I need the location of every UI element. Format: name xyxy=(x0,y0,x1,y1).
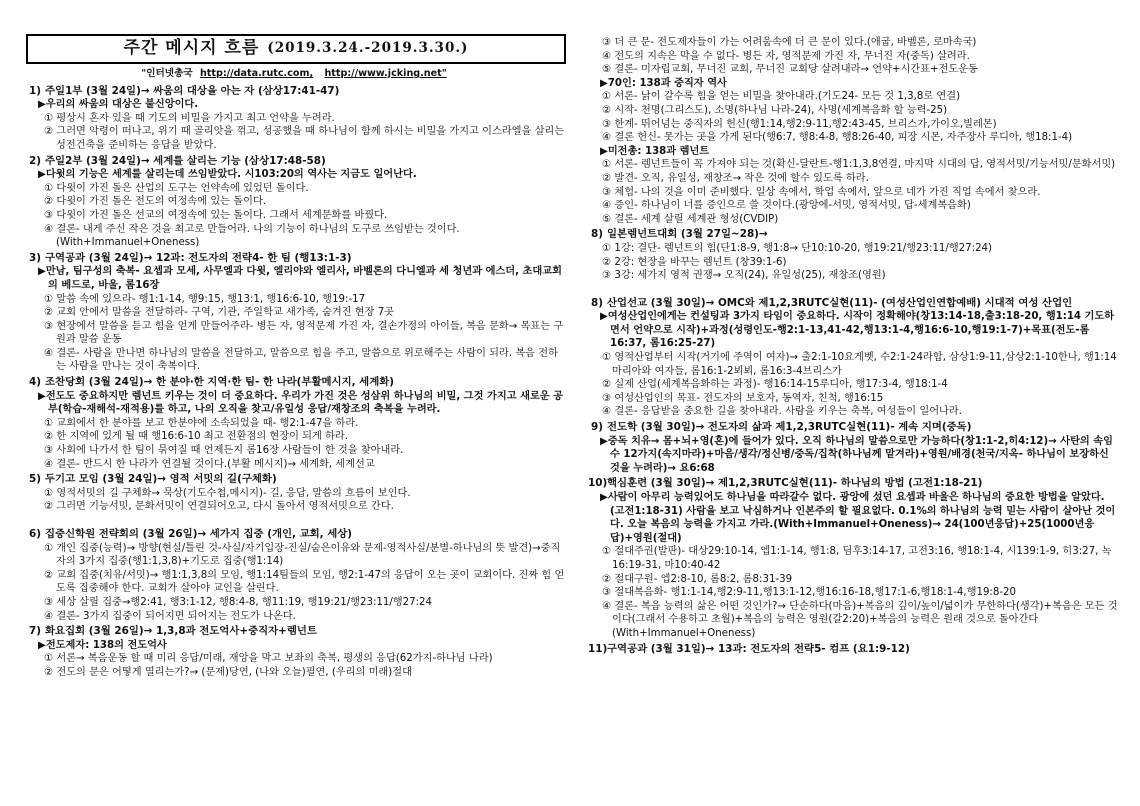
list-item: ③ 체험- 나의 것을 이미 준비했다. 일상 속에서, 학업 속에서, 앞으로 네가 가진 직업 속에서 찾으라. xyxy=(602,186,1041,198)
message-section xyxy=(588,477,1118,640)
sub-heading-line: ▶여성산업인에게는 컨설팅과 3가지 타임이 중요하다. 시작이 정확해야(창13:14-18,출3:18-20, 행1:14 기도하면서 언약으로 시작)+과정(성령인도-행2:1-13,41-42,행13:1-4,행16:6-10,행19:1-7)+목표(전도-롬16:37, 롬16:25-27) xyxy=(600,311,1115,350)
list-item: ③ 사회에 나가서 한 팀이 묶여질 때 언제든지 롬16장 사람들이 한 것을 찾아내라. xyxy=(44,445,404,457)
sub-heading-line: ▶전도도 중요하지만 렘넌트 키우는 것이 더 중요하다. 우리가 가진 것은 성삼위 하나님의 비밀, 그것 가지고 새로운 공부(학습-재해석-재적용)를 하고, 나의 오직을 찾고/유일성 응답/재창조의 축복을 누려라. xyxy=(38,390,564,416)
list-item: ① 절대주권(발판)- 대상29:10-14, 엡1:1-14, 행1:8, 딤후3:14-17, 고전3:16, 행18:1-4, 시139:1-9, 히3:27, 녹16:19-31, 마10:40-42 xyxy=(602,546,1112,571)
section-title: 집중신학원 전략회의 (3월 26일)→ 세가지 집중 (개인, 교회, 세상) xyxy=(45,528,353,540)
list-item: ③ 여성산업인의 목표- 전도자의 보호자, 동역자, 친척, 행16:15 xyxy=(602,392,884,404)
list-item: ② 그러면 기능서밋, 문화서밋이 연결되어오고, 다시 돌아서 영적서밋으로 간다. xyxy=(44,501,394,513)
sub-heading-line: ▶다윗의 기능은 세계를 살리는데 쓰임받았다. 시103:20의 역사는 지금도 일어난다. xyxy=(38,169,417,181)
section-spacer xyxy=(26,514,566,526)
section-title: 산업선교 (3월 30일)→ OMC와 제1,2,3RUTC실현(11)- (여성산업인연합예배) 시대적 여성 산업인 xyxy=(607,296,1073,309)
section-heading xyxy=(588,643,1118,657)
section-title: 일본렘넌트대회 (3월 27일~28)→ xyxy=(607,228,768,241)
list-item: ② 실제 산업(세계복음화하는 과정)- 행16:14-15루디아, 행17:3-4, 행18:1-4 xyxy=(602,379,948,391)
section-heading xyxy=(26,528,566,542)
right-sections xyxy=(588,36,1118,656)
section-number: 11) xyxy=(588,642,608,655)
list-item: ④ 결론- 응답받을 중요한 길을 찾아내라. 사람을 키우는 축복, 여성들이 일어나라. xyxy=(602,406,962,418)
message-section xyxy=(588,421,1118,475)
right-column xyxy=(588,0,1118,656)
section-number: 2) xyxy=(29,154,41,167)
section-heading xyxy=(26,85,566,99)
list-item: ② 한 지역에 있게 될 때 행16:6-10 최고 전환점의 현장이 되게 하라. xyxy=(44,431,349,443)
list-item: ① 개인 집중(능력)→ 방향(현실/틀린 것-사실/자기입장-진실/숨은이유와 문제-영적사실/분별-하나님의 뜻 발견)→중직자의 3가지 집중(행1:1,3,8)+기도로 집중(행1:14) xyxy=(44,542,561,568)
section-heading xyxy=(588,228,1118,242)
list-item: ② 그러면 악령이 떠나고, 위기 때 골리앗을 꺾고, 성공했을 때 하나님이 함께 하시는 비밀을 가지고 이스라엘을 살리는 성전건축을 준비하는 응답을 받았다. xyxy=(44,126,565,151)
page-title: 주간 메시지 흐름 xyxy=(123,38,260,59)
list-item: ② 다윗이 가진 돌은 전도의 여정속에 있는 돌이다. xyxy=(44,196,267,208)
list-item: ① 서론→ 복음운동 할 때 미리 응답/미래, 재앙을 막고 보좌의 축복, 평생의 응답(62가지-하나님 나라) xyxy=(44,653,493,665)
list-item: ② 교회 안에서 말씀을 전달하라- 구역, 기관, 주일학교 새가족, 숨겨진 현장 7곳 xyxy=(44,307,395,319)
list-item: ③ 세상 살릴 집중→행2:41, 행3:1-12, 행8:4-8, 행11:19, 행19:21/행23:11/행27:24 xyxy=(44,596,432,608)
list-item: ④ 결론- 내게 주신 작은 것을 최고로 만들어라. 나의 기능이 하나님의 도구로 쓰임받는 것이다.(With+Immanuel+Oneness) xyxy=(44,223,460,249)
section-number: 8) xyxy=(591,228,603,241)
section-heading xyxy=(26,625,566,639)
list-item: ② 2강: 현장을 바꾸는 렘넌트 (창39:1-6) xyxy=(602,256,787,268)
section-number: 1) xyxy=(29,84,41,97)
list-item: ② 발견- 오직, 유일성, 재창조→ 작은 것에 할수 있도록 하라. xyxy=(602,172,869,184)
list-item: ③ 현장에서 말씀을 듣고 힘을 얻게 만들어주라- 병든 자, 영적문제 가진 자, 결손가정의 아이들, 복음 문화→ 목표는 구원과 말씀 운동 xyxy=(44,320,564,346)
list-item: ③ 한계- 뛰어넘는 중직자의 헌신(행1:14,행2:9-11,행2:43-45, 브리스가,가이오,빌레몬) xyxy=(602,118,997,130)
section-number: 3) xyxy=(29,251,41,264)
message-section xyxy=(26,85,566,153)
section-number: 4) xyxy=(29,376,41,389)
list-item: ① 서론- 낡이 갈수록 힘을 얻는 비밀을 찾아내라.(기도24- 모든 것 1,3,8로 연결) xyxy=(602,91,961,103)
list-item: ① 말씀 속에 있으라- 행1:1-14, 행9:15, 행13:1, 행16:6-10, 행19:-17 xyxy=(44,293,366,305)
section-number: 9) xyxy=(591,421,603,434)
section-spacer xyxy=(588,283,1118,295)
list-item: ② 전도의 문은 어떻게 열리는가?→ (문제)당연, (나와 오늘)필연, (우리의 미래)절대 xyxy=(44,666,412,678)
section-title: 조찬당회 (3월 24일)→ 한 분야·한 지역·한 팀- 한 나라(부활메시지, 세계화) xyxy=(45,376,395,389)
list-item: ③ 3강: 세가지 영적 권쟁→ 오직(24), 유일성(25), 재창조(영원) xyxy=(602,270,886,282)
list-item: ⑤ 결론- 세계 살릴 세계관 형성(CVDIP) xyxy=(602,213,779,225)
left-sections xyxy=(26,85,566,680)
section-number: 10) xyxy=(588,477,608,490)
message-section xyxy=(588,36,1118,226)
section-heading xyxy=(588,421,1118,435)
sub-heading-line: ▶중독 치유→ 몸+뇌+영(혼)에 들어가 있다. 오직 하나님의 말씀으로만 가능하다(창1:1-2,히4:12)→ 사탄의 속임수 12가지(속지마라)+마음/생각/정신병/중독/집착(하나님께 맡겨라)+영원/배경(천국/지옥- 하나님이 보장하신 것을 누려라)→ 요6:68 xyxy=(600,435,1113,474)
section-heading xyxy=(26,252,566,266)
section-title: 주일1부 (3월 24일)→ 싸움의 대상을 아는 자 (삼상17:41-47) xyxy=(45,84,340,97)
source-link-jcking[interactable]: http://www.jcking.net" xyxy=(324,68,447,79)
left-column xyxy=(26,0,566,680)
message-section xyxy=(26,473,566,514)
list-item: ② 시작- 천명(그리스도), 소명(하나님 나라-24), 사명(세계복음화 할 능력-25) xyxy=(602,104,948,116)
list-item: ④ 결론 헌신- 못가는 곳을 가게 된다(행6:7, 행8:4-8, 행8:26-40, 피장 시몬, 자주장사 루디아, 행18:1-4) xyxy=(602,132,1073,144)
message-section xyxy=(588,228,1118,282)
list-item: ③ 절대복음화- 행1:1-14,행2:9-11,행13:1-12,행16:16-18,행17:1-6,행18:1-4,행19:8-20 xyxy=(602,587,1016,599)
list-item: ④ 전도의 지속은 막을 수 없다- 병든 자, 영적문제 가진 자, 무너진 자(중독) 살려라. xyxy=(602,50,970,62)
section-heading xyxy=(588,477,1118,491)
section-number: 8) xyxy=(591,296,603,309)
section-number: 7) xyxy=(29,625,41,638)
message-section xyxy=(588,643,1118,657)
source-label: "인터넷총국 xyxy=(141,68,193,79)
sub-heading-line: ▶미전총: 138과 렘넌트 xyxy=(600,145,710,157)
list-item: ① 서론- 렘넌트들이 꼭 가져야 되는 것(확신-달란트-행1:1,3,8연결, 마지막 시대의 답, 영적서밋/기능서밋/문화서밋) xyxy=(602,159,1116,171)
section-title: 주일2부 (3월 24일)→ 세계를 살리는 기능 (삼상17:48-58) xyxy=(45,154,326,167)
section-title: 구역공과 (3월 24일)→ 12과: 전도자의 전략4- 한 팀 (행13:1-3) xyxy=(45,251,352,264)
message-section xyxy=(26,625,566,679)
sub-heading-line: ▶70인: 138과 중직자 역사 xyxy=(600,77,727,89)
list-item: ① 1강: 결단- 렘넌트의 힘(단1:8-9, 행1:8→ 단10:10-20, 행19:21/행23:11/행27:24) xyxy=(602,242,993,254)
message-section xyxy=(26,376,566,471)
list-item: ④ 결론- 3가지 집중이 되어지면 되어지는 전도가 나온다. xyxy=(44,610,296,622)
source-link-rutc[interactable]: http://data.rutc.com, xyxy=(199,68,314,79)
sub-heading-line: ▶전도제자: 138의 전도억사 xyxy=(38,639,167,651)
list-item: ② 교회 집중(치유/서밋)→ 행1:1,3,8의 모임, 행1:14팀들의 모임, 행2:1-47의 응답이 오는 곳이 교회이다. 진짜 힘 얻도록 집중해야 한다. 교회가 살아야 교인을 살린다. xyxy=(44,569,565,595)
list-item: ② 절대구원- 엡2:8-10, 롬8:2, 롬8:31-39 xyxy=(602,573,793,585)
section-heading xyxy=(26,376,566,390)
section-number: 5) xyxy=(29,473,41,486)
message-section xyxy=(26,528,566,623)
message-section xyxy=(588,297,1118,419)
list-item: ④ 결론- 복음 능력의 삶은 어떤 것인가?→ 단순하다(마음)+복음의 깊이/높이/넓이가 무한하다(생각)+복음은 모든 것이다(그래서 수용하고 초월)+복음의 능력은 영원(갈2:20)+복음의 능력은 원래 것으로 돌아간다(With+Immanuel+Oneness) xyxy=(602,600,1118,639)
section-title: 핵심훈련 (3월 30일)→ 제1,2,3RUTC실현(11)- 하나님의 방법 (고전1:18-21) xyxy=(607,477,983,490)
sub-heading-line: ▶우리의 싸움의 대상은 불신앙이다. xyxy=(38,99,199,111)
list-item: ① 다윗이 가진 돌은 산업의 도구는 언약속에 있었던 돌이다. xyxy=(44,182,309,194)
section-heading xyxy=(26,473,566,487)
list-item: ① 영적서밋의 길 구체화→ 묵상(기도수첩,메시지)- 길, 응답, 말씀의 흐름이 보인다. xyxy=(44,487,411,499)
list-item: ④ 결론- 사람을 만나면 하나님의 말씀을 전달하고, 말씀으로 힘을 주고, 말씀으로 위로해주는 사람이 되라. 복음 전하는 사람을 만나는 것이 축복이다. xyxy=(44,347,558,373)
list-item: ① 평상시 혼자 있을 때 기도의 비밀을 가지고 최고 언약을 누려라. xyxy=(44,112,335,124)
section-title: 두기고 모임 (3월 24일)→ 영적 서밋의 길(구체화) xyxy=(45,473,277,486)
section-title: 구역공과 (3월 31일)→ 13과: 전도자의 전략5- 컴프 (요1:9-12) xyxy=(607,642,910,655)
sub-heading-line: ▶만남, 팀구성의 축복- 요셉과 모세, 사무엘과 다윗, 엘리야와 엘리사, 바벨론의 다니엘과 세 청년과 에스더, 초대교회의 베드로, 바울, 롬16장 xyxy=(38,266,562,291)
list-item: ④ 결론- 반드시 한 나라가 연결될 것이다.(부활 메시지)→ 세계화, 세계선교 xyxy=(44,458,375,470)
date-range: (2019.3.24.-2019.3.30.) xyxy=(267,40,469,57)
list-item: ⑤ 결론- 미자립교회, 무너진 교회, 무너진 교회당 살려내라→ 언약+시간표+전도운동 xyxy=(602,64,978,76)
message-section xyxy=(26,252,566,374)
section-number: 6) xyxy=(29,528,41,540)
list-item: ③ 다윗이 가진 돌은 선교의 여정속에 있는 돌이다. 그래서 세계문화를 바꿨다. xyxy=(44,209,388,221)
section-heading xyxy=(588,297,1118,311)
message-section xyxy=(26,155,566,250)
list-item: ① 영적산업부터 시작(거기에 주역이 여자)→ 출2:1-10요게벳, 수2:1-24라합, 삼상1:9-11,삼상2:1-10한나, 행1:14마리아와 여자들, 롬16:1-2뵈뵈, 롬16:3-4브리스가 xyxy=(602,352,1117,377)
list-item: ③ 더 큰 문- 전도제자들이 가는 어려움속에 더 큰 문이 있다.(애굽, 바벨론, 로마속국) xyxy=(602,37,977,48)
section-heading xyxy=(26,155,566,169)
list-item: ① 교회에서 한 분야를 보고 한분야에 소속되었을 때- 행2:1-47을 하라. xyxy=(44,417,359,429)
title-box xyxy=(26,34,566,64)
section-title: 전도학 (3월 30일)→ 전도자의 삶과 제1,2,3RUTC실현(11)- 계속 지며(중독) xyxy=(607,421,972,434)
section-title: 화요집회 (3월 26일)→ 1,3,8과 전도억사+중직자+렘넌트 xyxy=(45,625,317,638)
list-item: ④ 증인- 하나님이 너를 증인으로 쓸 것이다.(광앙에-서밋, 영적서밋, 답-세계복음화) xyxy=(602,200,971,212)
source-links xyxy=(26,67,566,81)
sub-heading-line: ▶사람이 아무리 능력있어도 하나님을 따라갈수 없다. 광앙에 섰던 요셉과 바울은 하나님의 중요한 방법을 알았다.(고전1:18-31) 사람을 보고 낙심하거나 인본주의 할 필요없다. 0.1%의 하나님의 능력 믿는 사람이 살아난 것이다. 오늘 복음의 능력을 가지고 가라.(With+Immanuel+Oneness)→ 24(100년응답)+25(1000년응답)+영원(절대) xyxy=(600,492,1116,544)
